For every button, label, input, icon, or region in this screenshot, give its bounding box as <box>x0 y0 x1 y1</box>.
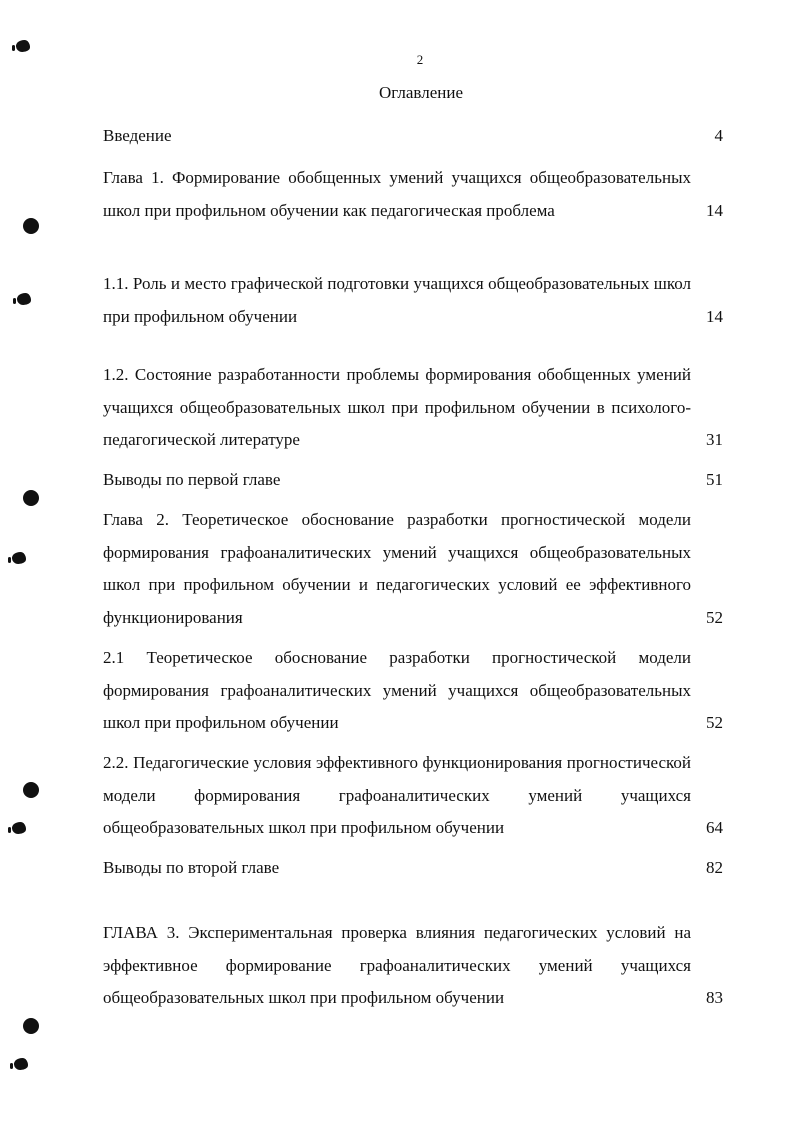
toc-entry <box>103 917 723 1015</box>
punch-hole <box>23 1018 39 1034</box>
toc-entry-text: Выводы по первой главе <box>103 470 281 489</box>
toc-entry-page: 52 <box>706 607 723 627</box>
page-number: 2 <box>416 52 424 67</box>
toc-entry <box>103 162 723 227</box>
toc-entry-text: 2.1 Теоретическое обоснование разработки прогностической модели формирования графоаналитических умений учащихся общеобразовательных школ при профильном обучении <box>103 648 691 732</box>
toc-entry-page: 14 <box>706 306 723 326</box>
ink-blot <box>17 293 31 305</box>
toc-entry <box>103 268 723 333</box>
toc-entry-text: Выводы по второй главе <box>103 858 280 877</box>
toc-entry-page: 83 <box>706 988 723 1007</box>
toc-entry <box>103 464 723 497</box>
ink-blot <box>12 822 26 834</box>
toc-entry-page: 51 <box>706 470 723 489</box>
toc-entry-page: 4 <box>714 126 723 145</box>
toc-entry-page: 14 <box>706 200 723 220</box>
toc-entry <box>103 747 723 845</box>
punch-hole <box>23 218 39 234</box>
toc-entry-page: 82 <box>706 858 723 877</box>
toc-entry <box>103 642 723 740</box>
toc-entry-text: 1.1. Роль и место графической подготовки учащихся общеобразовательных школ при профильном обучении <box>103 274 691 326</box>
toc-entry-text: 2.2. Педагогические условия эффективного функционирования прогностической модели формирования графоаналитических умений учащихся общеобразовательных школ при профильном обучении <box>103 753 691 837</box>
toc-entry-text: Глава 1. Формирование обобщенных умений учащихся общеобразовательных школ при профильном обучении как педагогическая проблема <box>103 168 691 220</box>
toc-entry-page: 64 <box>706 818 723 837</box>
ink-blot <box>12 552 26 564</box>
toc-entry <box>103 120 723 153</box>
toc-entry <box>103 852 723 885</box>
ink-blot <box>14 1058 28 1070</box>
toc-entry-page: 31 <box>706 430 723 449</box>
punch-hole <box>23 490 39 506</box>
toc-title: Оглавление <box>379 83 463 102</box>
toc-entry-text: 1.2. Состояние разработанности проблемы формирования обобщенных умений учащихся общеобразовательных школ при профильном обучении в психолого-педагогической литературе <box>103 365 691 449</box>
ink-blot <box>16 40 30 52</box>
toc-entry <box>103 359 723 457</box>
toc-entry <box>103 504 723 634</box>
toc-entry-text: Глава 2. Теоретическое обоснование разработки прогностической модели формирования графоаналитических умений учащихся общеобразовательных школ при профильном обучении и педагогических условий ее эффективного функционирования <box>103 510 691 627</box>
toc-entry-page: 52 <box>706 713 723 732</box>
toc-entry-text: Введение <box>103 126 172 145</box>
toc-entry-text: ГЛАВА 3. Экспериментальная проверка влияния педагогических условий на эффективное формирование графоаналитических умений учащихся общеобразовательных школ при профильном обучении <box>103 923 691 1007</box>
punch-hole <box>23 782 39 798</box>
